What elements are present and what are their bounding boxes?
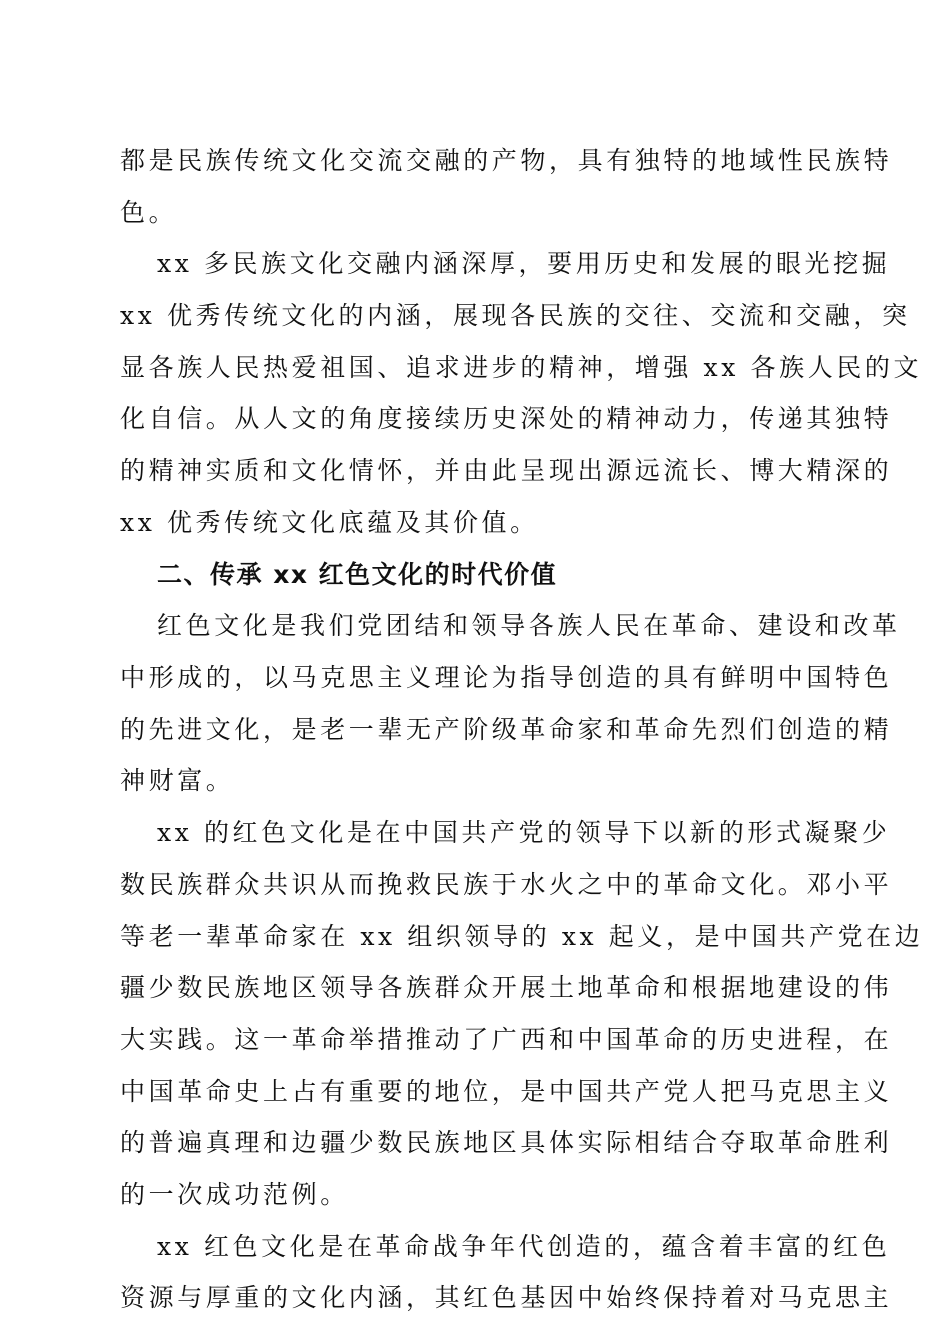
paragraph-line: 化自信。从人文的角度接续历史深处的精神动力，传递其独特 — [120, 404, 893, 433]
paragraph-line: 中国革命史上占有重要的地位，是中国共产党人把马克思主义 — [120, 1077, 893, 1106]
paragraph-line: 的普遍真理和边疆少数民族地区具体实际相结合夺取革命胜利 — [120, 1128, 893, 1157]
paragraph-line: xx 优秀传统文化的内涵，展现各民族的交往、交流和交融，突 — [120, 301, 911, 330]
paragraph-line: 资源与厚重的文化内涵，其红色基因中始终保持着对马克思主 — [120, 1283, 893, 1312]
paragraph-line: 的先进文化，是老一辈无产阶级革命家和革命先烈们创造的精 — [120, 715, 893, 744]
section-heading: 二、传承 xx 红色文化的时代价值 — [157, 560, 558, 589]
paragraph-line: xx 多民族文化交融内涵深厚，要用历史和发展的眼光挖掘 — [157, 249, 891, 278]
paragraph-line: 神财富。 — [120, 766, 235, 795]
paragraph-line: 都是民族传统文化交流交融的产物，具有独特的地域性民族特 — [120, 146, 893, 175]
paragraph-line: 疆少数民族地区领导各族群众开展土地革命和根据地建设的伟 — [120, 973, 893, 1002]
paragraph-line: 红色文化是我们党团结和领导各族人民在革命、建设和改革 — [157, 611, 901, 640]
paragraph-line: 色。 — [120, 198, 178, 227]
paragraph-line: xx 的红色文化是在中国共产党的领导下以新的形式凝聚少 — [157, 818, 891, 847]
paragraph-line: 数民族群众共识从而挽救民族于水火之中的革命文化。邓小平 — [120, 870, 893, 899]
paragraph-line: xx 红色文化是在革命战争年代创造的，蕴含着丰富的红色 — [157, 1232, 891, 1261]
paragraph-line: 的精神实质和文化情怀，并由此呈现出源远流长、博大精深的 — [120, 456, 893, 485]
paragraph-line: 显各族人民热爱祖国、追求进步的精神，增强 xx 各族人民的文 — [120, 353, 923, 382]
paragraph-line: 中形成的，以马克思主义理论为指导创造的具有鲜明中国特色 — [120, 663, 893, 692]
paragraph-line: 大实践。这一革命举措推动了广西和中国革命的历史进程，在 — [120, 1025, 893, 1054]
paragraph-line: 的一次成功范例。 — [120, 1180, 349, 1209]
paragraph-line: 等老一辈革命家在 xx 组织领导的 xx 起义，是中国共产党在边 — [120, 922, 924, 951]
paragraph-line: xx 优秀传统文化底蕴及其价值。 — [120, 508, 539, 537]
